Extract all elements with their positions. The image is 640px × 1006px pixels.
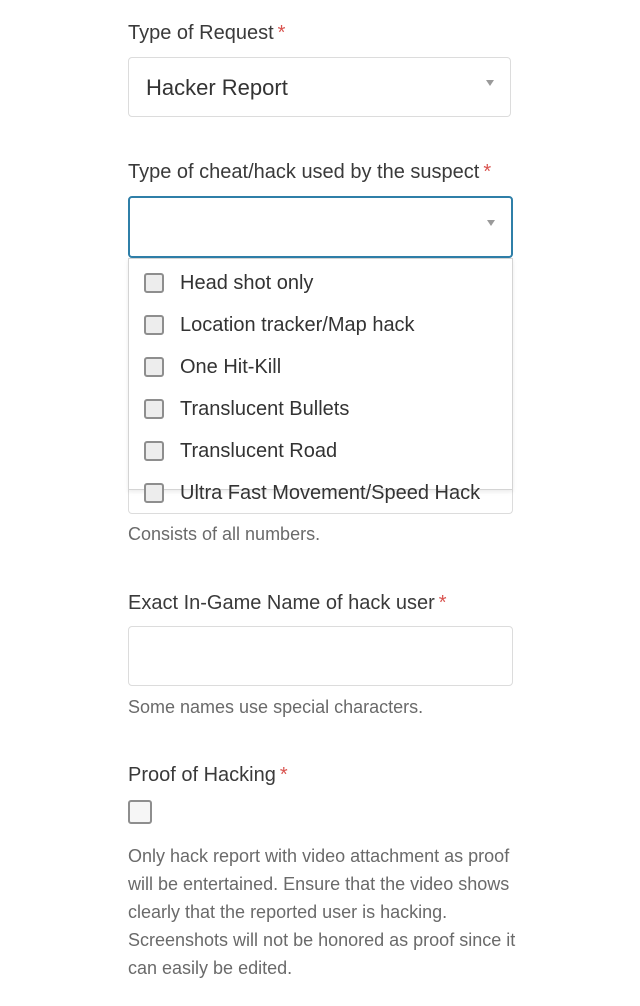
ign-input[interactable] <box>128 626 513 686</box>
dropdown-option[interactable] <box>129 388 512 430</box>
dropdown-option[interactable] <box>129 304 512 346</box>
option-label: One Hit-Kill <box>180 356 282 378</box>
option-label: Head shot only <box>180 272 314 294</box>
required-asterisk: * <box>438 592 447 614</box>
option-label: Translucent Road <box>180 440 338 462</box>
cheat-type-label <box>128 159 491 185</box>
required-asterisk: * <box>483 161 492 183</box>
option-checkbox[interactable] <box>144 315 164 335</box>
option-label: Translucent Bullets <box>180 398 350 420</box>
chevron-down-icon <box>487 220 495 226</box>
option-checkbox[interactable] <box>144 273 164 293</box>
id-help-text: Consists of all numbers. <box>128 524 321 544</box>
dropdown-option[interactable] <box>129 430 512 472</box>
ign-help-text: Some names use special characters. <box>128 697 424 717</box>
option-label: Location tracker/Map hack <box>180 314 415 336</box>
cheat-type-label-text: Type of cheat/hack used by the suspect <box>128 161 480 183</box>
dropdown-option[interactable] <box>129 346 512 388</box>
cheat-type-dropdown[interactable] <box>128 258 513 504</box>
request-type-label <box>128 20 285 46</box>
required-asterisk: * <box>279 764 288 786</box>
dropdown-option[interactable] <box>129 262 512 304</box>
request-type-select[interactable] <box>128 57 511 117</box>
cheat-type-select[interactable] <box>128 196 513 258</box>
option-checkbox[interactable] <box>144 483 164 503</box>
option-label: Ultra Fast Movement/Speed Hack <box>180 482 481 504</box>
required-asterisk: * <box>277 22 286 44</box>
ign-label <box>128 590 447 616</box>
chevron-down-icon <box>486 80 494 86</box>
proof-label-text: Proof of Hacking <box>128 764 276 786</box>
request-type-label-text: Type of Request <box>128 22 274 44</box>
dropdown-option[interactable] <box>129 472 512 514</box>
proof-label <box>128 762 288 788</box>
option-checkbox[interactable] <box>144 357 164 377</box>
request-type-value: Hacker Report <box>146 75 288 100</box>
proof-help-text: Only hack report with video attachment as proof will be entertained. Ensure that the video shows clearly that the reported user is hacking. Screenshots will not be honored as proof since it can easily be edited. <box>128 846 516 978</box>
ign-label-text: Exact In-Game Name of hack user <box>128 592 435 614</box>
option-checkbox[interactable] <box>144 399 164 419</box>
proof-checkbox[interactable] <box>128 800 152 824</box>
option-checkbox[interactable] <box>144 441 164 461</box>
